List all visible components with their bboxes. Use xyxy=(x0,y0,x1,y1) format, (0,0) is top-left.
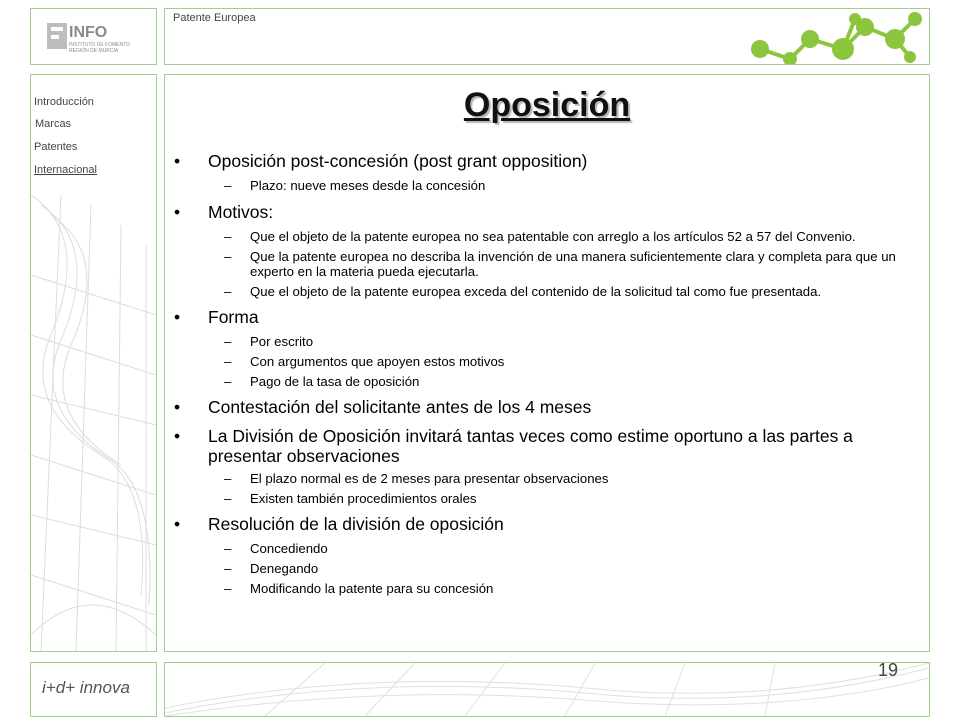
logo-subtext-1: INSTITUTO DE FOMENTO xyxy=(69,42,130,48)
bullet-oposicion-post-concesion: • Oposición post-concesión (post grant opposition) xyxy=(172,151,920,171)
header-panel xyxy=(164,8,930,65)
nav-item-marcas[interactable]: Marcas xyxy=(35,118,72,130)
section-label: Patente Europea xyxy=(173,12,256,24)
bullet-contestacion: • Contestación del solicitante antes de los 4 meses xyxy=(172,397,920,417)
sub-bullet-procedimientos-orales: – Existen también procedimientos orales xyxy=(172,491,920,506)
nav-item-introduccion[interactable]: Introducción xyxy=(34,96,94,108)
bullet-resolucion: • Resolución de la división de oposición xyxy=(172,514,920,534)
sub-bullet-motivo-2: – Que la patente europea no describa la invención de una manera suficientemente clara y completa para que un experto en la materia pueda ejecutarla. xyxy=(172,249,920,279)
bullet-division-oposicion: • La División de Oposición invitará tantas veces como estime oportuno a las partes a presentar observaciones xyxy=(172,426,920,466)
side-panel xyxy=(30,74,157,652)
bullet-motivos: • Motivos: xyxy=(172,202,920,222)
sub-bullet-por-escrito: – Por escrito xyxy=(172,334,920,349)
logo-subtext-2: REGIÓN DE MURCIA xyxy=(69,48,119,54)
sub-bullet-concediendo: – Concediendo xyxy=(172,541,920,556)
info-logo xyxy=(31,9,156,64)
nav-item-internacional[interactable]: Internacional xyxy=(34,164,97,176)
brand-logo: i+d+ innova xyxy=(42,678,130,697)
sub-bullet-motivo-3: – Que el objeto de la patente europea exceda del contenido de la solicitud tal como fue presentada. xyxy=(172,284,920,299)
sub-bullet-denegando: – Denegando xyxy=(172,561,920,576)
sub-bullet-plazo: – Plazo: nueve meses desde la concesión xyxy=(172,178,920,193)
molecule-graphic xyxy=(165,9,929,64)
sub-bullet-plazo-normal: – El plazo normal es de 2 meses para presentar observaciones xyxy=(172,471,920,486)
nav-item-patentes[interactable]: Patentes xyxy=(34,141,78,153)
wireframe-decoration xyxy=(31,75,156,651)
footer-panel xyxy=(164,662,930,717)
sub-bullet-pago-tasa: – Pago de la tasa de oposición xyxy=(172,374,920,389)
sub-bullet-motivo-1: – Que el objeto de la patente europea no sea patentable con arreglo a los artículos 52 a 57 del Convenio. xyxy=(172,229,920,244)
sub-bullet-argumentos: – Con argumentos que apoyen estos motivos xyxy=(172,354,920,369)
footer-wave-decoration xyxy=(165,663,929,716)
logo-panel xyxy=(30,8,157,65)
bullet-forma: • Forma xyxy=(172,307,920,327)
logo-text: INFO xyxy=(69,24,108,41)
slide-title: Oposición xyxy=(463,86,631,124)
page-number: 19 xyxy=(878,660,899,680)
sub-bullet-modificando: – Modificando la patente para su concesión xyxy=(172,581,920,596)
bullet-list xyxy=(172,148,920,596)
